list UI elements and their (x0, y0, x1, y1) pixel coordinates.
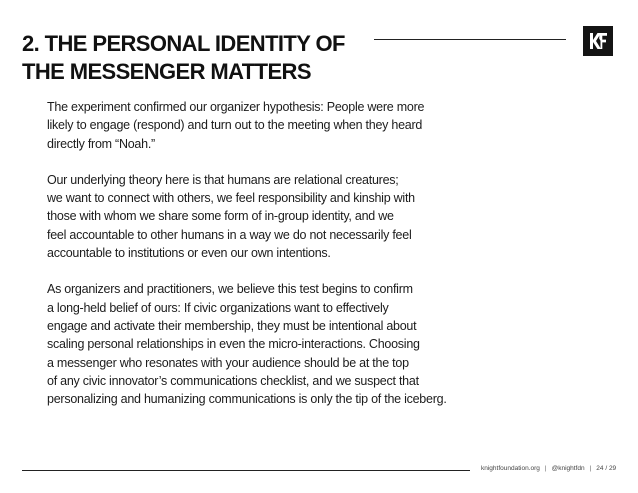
text-line: feel accountable to other humans in a way we do not necessarily feel (47, 227, 412, 242)
text-line: accountable to institutions or even our own intentions. (47, 246, 331, 261)
text-line: The experiment confirmed our organizer hypothesis: People were more (47, 100, 425, 114)
body-text (47, 98, 497, 426)
text-line: those with whom we share some form of in-group identity, and we (47, 209, 394, 224)
header-rule (374, 39, 566, 40)
text-line: engage and activate their membership, they must be intentional about (47, 318, 417, 333)
footer (481, 465, 616, 472)
page-title-line-1: 2. THE PERSONAL IDENTITY OF (22, 31, 345, 56)
paragraph-3 (47, 280, 497, 408)
paragraph-1 (47, 98, 497, 153)
text-line: As organizers and practitioners, we believe this test begins to confirm (47, 282, 413, 297)
footer-separator: | (544, 465, 547, 472)
kf-logo-icon (583, 26, 613, 56)
paragraph-2 (47, 171, 497, 262)
page-title-line-2: THE MESSENGER MATTERS (22, 59, 311, 84)
text-line: Our underlying theory here is that humans are relational creatures; (47, 172, 399, 187)
text-line: personalizing and humanizing communications is only the tip of the iceberg. (47, 392, 447, 407)
text-line: a messenger who resonates with your audience should be at the top (47, 355, 409, 370)
footer-handle-link[interactable]: @knightfdn (551, 465, 585, 472)
text-line: scaling personal relationships in even the micro-interactions. Choosing (47, 337, 420, 352)
text-line: we want to connect with others, we feel responsibility and kinship with (47, 191, 415, 206)
text-line: directly from “Noah.” (47, 136, 155, 151)
footer-rule (22, 470, 470, 471)
knight-foundation-logo (583, 26, 613, 56)
footer-site-link[interactable]: knightfoundation.org (481, 465, 540, 472)
page-number: 24 / 29 (596, 465, 617, 472)
text-line: of any civic innovator’s communications checklist, and we suspect that (47, 373, 419, 388)
text-line: likely to engage (respond) and turn out to the meeting when they heard (47, 118, 423, 133)
footer-separator: | (589, 465, 592, 472)
page-title (22, 30, 345, 86)
text-line: a long-held belief of ours: If civic organizations want to effectively (47, 300, 389, 315)
